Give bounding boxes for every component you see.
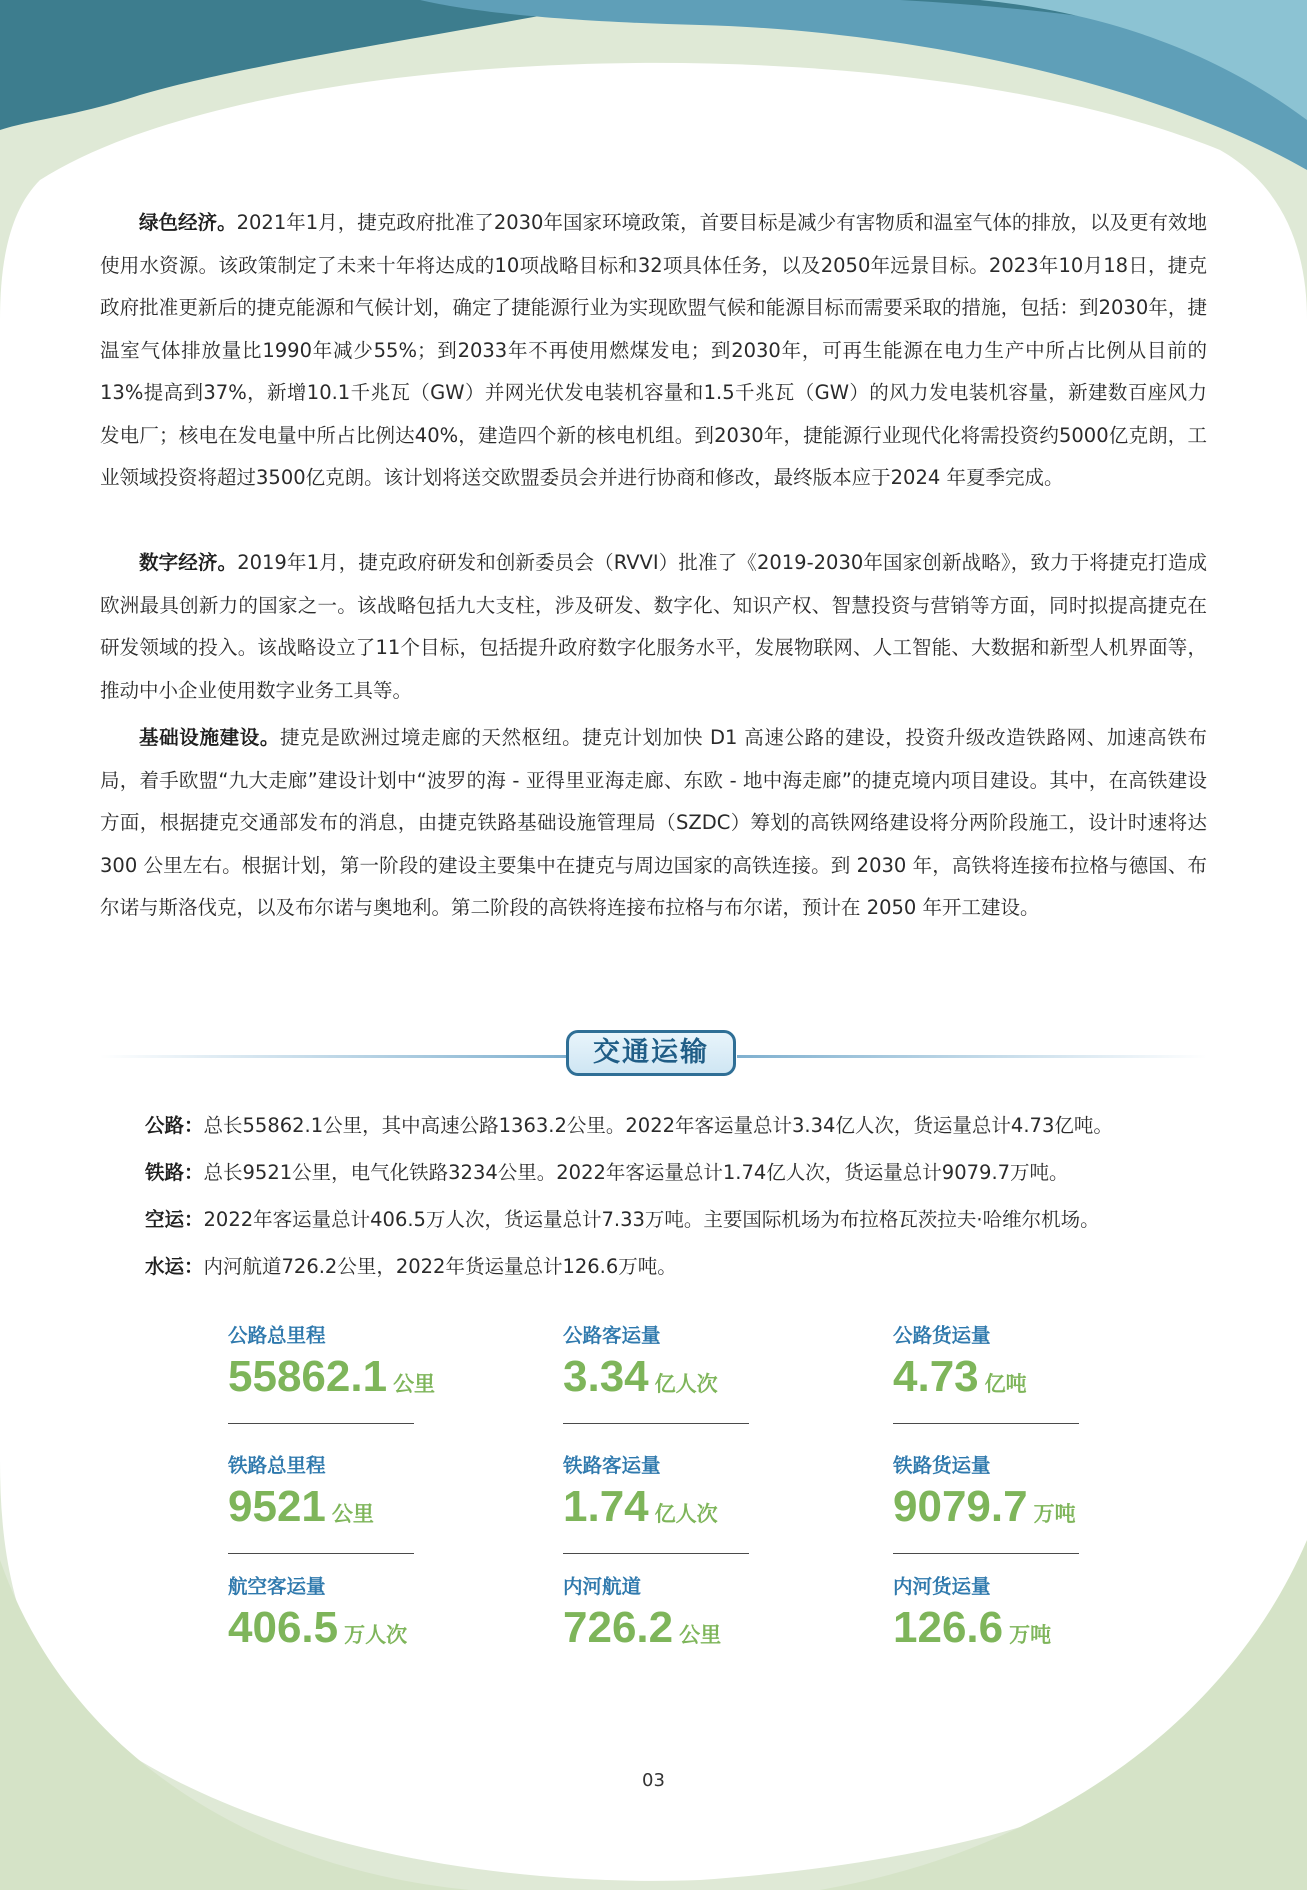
transport-key: 空运：: [145, 1208, 204, 1231]
stat-unit: 公里: [679, 1623, 722, 1647]
transport-key: 公路：: [145, 1114, 204, 1137]
transport-rail-line: [145, 1158, 1215, 1188]
transport-air-line: [145, 1205, 1215, 1235]
stat-label: 铁路客运量: [563, 1454, 661, 1477]
paragraph-lead: 基础设施建设。: [139, 726, 281, 749]
transport-text: 2022年客运量总计406.5万人次，货运量总计7.33万吨。主要国际机场为布拉格瓦茨拉夫·哈维尔机场。: [203, 1208, 1100, 1231]
transport-text: 总长55862.1公里，其中高速公路1363.2公里。2022年客运量总计3.34亿人次，货运量总计4.73亿吨。: [203, 1114, 1113, 1137]
stat-number: 726.2: [563, 1603, 674, 1652]
stat-unit: 亿吨: [984, 1372, 1027, 1396]
section-divider-left: [100, 1055, 570, 1058]
paragraph-infrastructure: [100, 717, 1207, 930]
stat-underline: [228, 1553, 414, 1554]
stat-underline: [563, 1553, 749, 1554]
stat-number: 406.5: [228, 1603, 339, 1652]
stat-value: [228, 1352, 478, 1411]
stat-label: 航空客运量: [228, 1575, 326, 1598]
stat-value: [563, 1482, 813, 1541]
stat-label: 内河货运量: [893, 1575, 991, 1598]
stat-value: [228, 1603, 478, 1662]
stat-underline: [228, 1423, 414, 1424]
stat-value: [893, 1352, 1143, 1411]
stat-underline: [893, 1423, 1079, 1424]
stat-number: 126.6: [893, 1603, 1004, 1652]
stat-unit: 公里: [393, 1372, 436, 1396]
stat-unit: 万吨: [1009, 1623, 1052, 1647]
stat-unit: 万人次: [344, 1623, 408, 1647]
stat-number: 1.74: [563, 1482, 649, 1531]
section-title: 交通运输: [566, 1030, 736, 1076]
stat-unit: 万吨: [1033, 1502, 1076, 1526]
stat-rail-freight: [893, 1452, 1143, 1554]
stat-inland-freight: [893, 1573, 1143, 1662]
stat-air-passengers: [228, 1573, 478, 1662]
stat-road-passengers: [563, 1322, 813, 1424]
transport-key: 水运：: [145, 1255, 204, 1278]
stat-road-length: [228, 1322, 478, 1424]
paragraph-text: 2021年1月，捷克政府批准了2030年国家环境政策，首要目标是减少有害物质和温室气体的排放，以及更有效地使用水资源。该政策制定了未来十年将达成的10项战略目标和32项具体任务，以及2050年远景目标。2023年10月18日，捷克政府批准更新后的捷克能源和气候计划，确定了捷能源行业为实现欧盟气候和能源目标而需要采取的措施，包括：到2030年，捷温室气体排放量比1990年减少55%；到2033年不再使用燃煤发电；到2030年，可再生能源在电力生产中所占比例从目前的13%提高到37%，新增10.1千兆瓦（GW）并网光伏发电装机容量和1.5千兆瓦（GW）的风力发电装机容量，新建数百座风力发电厂；核电在发电量中所占比例达40%，建造四个新的核电机组。到2030年，捷能源行业现代化将需投资约5000亿克朗，工业领域投资将超过3500亿克朗。该计划将送交欧盟委员会并进行协商和修改，最终版本应于2024 年夏季完成。: [100, 211, 1207, 489]
stat-underline: [893, 1553, 1079, 1554]
stat-inland-waterway: [563, 1573, 813, 1662]
transport-text: 总长9521公里，电气化铁路3234公里。2022年客运量总计1.74亿人次，货运量总计9079.7万吨。: [203, 1161, 1069, 1184]
paragraph-lead: 数字经济。: [139, 551, 238, 574]
stat-value: [563, 1603, 813, 1662]
stat-label: 铁路总里程: [228, 1454, 326, 1477]
paragraph-lead: 绿色经济。: [139, 211, 237, 234]
transport-road-line: [145, 1111, 1215, 1141]
paragraph-digital-economy: [100, 542, 1207, 712]
stat-label: 公路货运量: [893, 1324, 991, 1347]
stat-unit: 亿人次: [654, 1372, 718, 1396]
stat-number: 55862.1: [228, 1352, 388, 1401]
stat-number: 9521: [228, 1482, 326, 1531]
stat-label: 公路客运量: [563, 1324, 661, 1347]
stat-value: [893, 1603, 1143, 1662]
page-number: 03: [642, 1770, 665, 1791]
stat-underline: [563, 1423, 749, 1424]
section-divider-right: [737, 1055, 1207, 1058]
stat-label: 公路总里程: [228, 1324, 326, 1347]
stat-rail-length: [228, 1452, 478, 1554]
stat-number: 9079.7: [893, 1482, 1028, 1531]
transport-text: 内河航道726.2公里，2022年货运量总计126.6万吨。: [203, 1255, 677, 1278]
stat-number: 3.34: [563, 1352, 649, 1401]
paragraph-text: 捷克是欧洲过境走廊的天然枢纽。捷克计划加快 D1 高速公路的建设，投资升级改造铁路网、加速高铁布局，着手欧盟“九大走廊”建设计划中“波罗的海 - 亚得里亚海走廊、东欧 - 地中海走廊”的捷克境内项目建设。其中，在高铁建设方面，根据捷克交通部发布的消息，由捷克铁路基础设施管理局（SZDC）筹划的高铁网络建设将分两阶段施工，设计时速将达 300 公里左右。根据计划，第一阶段的建设主要集中在捷克与周边国家的高铁连接。到 2030 年，高铁将连接布拉格与德国、布尔诺与斯洛伐克，以及布尔诺与奥地利。第二阶段的高铁将连接布拉格与布尔诺，预计在 2050 年开工建设。: [100, 726, 1207, 919]
transport-key: 铁路：: [145, 1161, 204, 1184]
transport-water-line: [145, 1252, 1215, 1282]
stat-number: 4.73: [893, 1352, 979, 1401]
stat-value: [228, 1482, 478, 1541]
stat-unit: 亿人次: [654, 1502, 718, 1526]
paragraph-text: 2019年1月，捷克政府研发和创新委员会（RVVI）批准了《2019-2030年国家创新战略》，致力于将捷克打造成欧洲最具创新力的国家之一。该战略包括九大支柱，涉及研发、数字化、知识产权、智慧投资与营销等方面，同时拟提高捷克在研发领域的投入。该战略设立了11个目标，包括提升政府数字化服务水平，发展物联网、人工智能、大数据和新型人机界面等，推动中小企业使用数字业务工具等。: [100, 551, 1207, 702]
stat-unit: 公里: [331, 1502, 374, 1526]
stat-value: [563, 1352, 813, 1411]
paragraph-green-economy: [100, 202, 1207, 500]
stat-label: 内河航道: [563, 1575, 642, 1598]
section-header-transport: [100, 1030, 1207, 1082]
stat-label: 铁路货运量: [893, 1454, 991, 1477]
stat-value: [893, 1482, 1143, 1541]
stat-road-freight: [893, 1322, 1143, 1424]
stat-rail-passengers: [563, 1452, 813, 1554]
